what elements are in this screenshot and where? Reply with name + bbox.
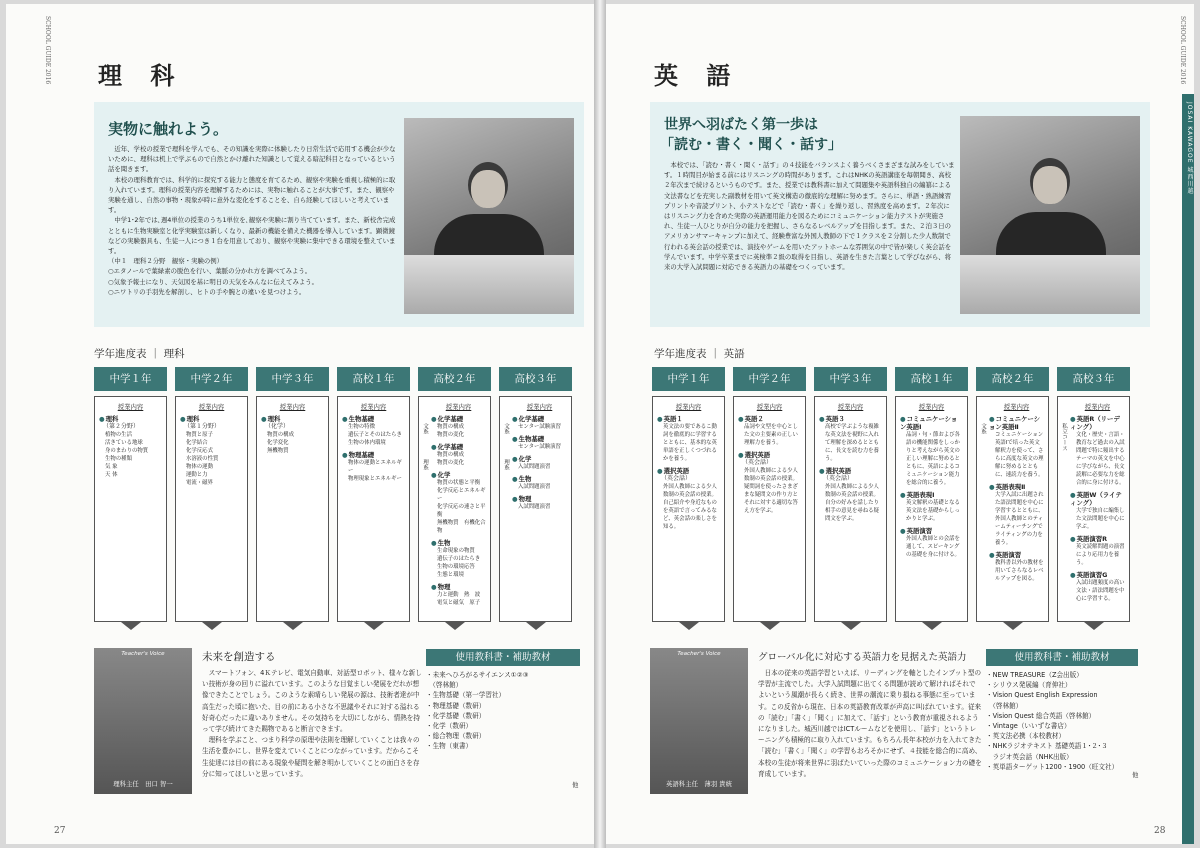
left-materials-title: 使用教科書・補助教材	[426, 649, 580, 666]
right-hero-title-1: 世界へ羽ばたく第一歩は	[664, 117, 818, 133]
right-grade-header-row	[652, 367, 1130, 391]
science-teacher-photo	[94, 648, 192, 794]
course-name: ● 英語表現Ⅱ	[989, 483, 1044, 491]
material-item: ・未来へひろがるサイエンス①②③	[426, 671, 529, 679]
voice-paragraph: スマートフォン、4Ｋテレビ、電気自動車、対話型ロボット、様々な新しい技術が身の回りに溢れています。このような目覚ましい発展をだれが想像できたことでしょう。このような素晴らしい発展の源は、技術者達が中高生だった頃に抱いた、目の前にある小さな不思議やそれに対する溢れる好奇心だったに違いありません。その気持ちを大切にしながら、情熱を持って学び続けてきた賜物であると断言できます。	[202, 669, 422, 734]
course-detail: 化学結合	[186, 440, 208, 446]
course-name: ● 英語表現Ⅰ	[900, 491, 963, 499]
course-detail: 大学で独自に編集した文法問題を中心に学ぶ。	[1076, 508, 1125, 530]
course-detail: 品詞や文型を中心とした文の主要素の正しい理解力を養う。	[744, 424, 798, 446]
course-detail: 運動と力	[186, 472, 208, 478]
course-name: ● 化学基礎	[512, 415, 567, 423]
course-detail: 水溶液の性質	[186, 456, 219, 462]
course-detail: 品詞・句・節および各語の機能関係をしっかりと考えながら英文の正しい理解に努めるとともに、英語によるコミュニケーション能力を総合的に養う。	[906, 432, 960, 486]
course-detail: 生物の種類	[105, 456, 132, 462]
grade-header: 高校１年	[895, 367, 968, 391]
course-detail: 物質の構成	[437, 452, 464, 458]
column-caption: 授業内容	[756, 403, 783, 411]
left-side-text: SCHOOL GUIDE 2016	[44, 16, 51, 85]
column-caption: 授業内容	[1003, 403, 1030, 411]
course-name: ● 選択英語	[657, 467, 720, 475]
column-caption: 授業内容	[279, 403, 306, 411]
column-caption: 授業内容	[198, 403, 225, 411]
grade-header: 高校３年	[499, 367, 572, 391]
material-item: ・NHKラジオテキスト 基礎英語１･２･３	[986, 742, 1108, 751]
material-item: ・英単語ターゲット1200・1900（旺文社）	[986, 762, 1119, 771]
course-detail: 天 体	[105, 472, 118, 478]
example-title: （中１ 理科２分野 観察・実験の例）	[108, 257, 224, 266]
course-name: ● 生物基礎	[512, 435, 567, 443]
book-spine	[594, 0, 606, 848]
grade-header: 中学１年	[94, 367, 167, 391]
course-name: ● 英語演習R	[1070, 535, 1125, 543]
grade-header: 中学３年	[814, 367, 887, 391]
column-arrow	[760, 622, 780, 630]
course-detail: 入試問題演習	[518, 464, 551, 470]
curriculum-column	[976, 396, 1049, 622]
column-arrow	[922, 622, 942, 630]
course-detail: 大学入試に出題された語法問題を中心に学習するとともに、外国人教師とのティームティーチングでライティングの力を養う。	[995, 492, 1044, 546]
course-name: ● 化学	[431, 471, 486, 479]
right-materials-etc: 他	[1132, 771, 1139, 779]
course-subtitle: （英会話）	[823, 475, 854, 482]
right-hero-paragraph: 本校では、「読む・書く・聞く・話す」の４技能をバランスよく養うべくさまざまな試みをしています。１時間目が始まる前にはリスニングの時間があります。これはNHKの英語講座を毎朝聞き、高校２年次まで続けるというものです。また、授業では教科書に加えて問題集や英語科独自の編纂による文法書などを充実した副教材を用いて英文構造の徹底的な理解に努めます。さらに、単語・熟語練習プリントや音読プリント、小テストなどで「読む・書く」を繰り返し、習熟度を高めます。２年次にはリスニング力を含めた実際の英語運用能力を図るためにコミュニケーション能力テストが実施され、生徒一人ひとりが自分の能力を把握し、さらなるレベルアップを目指します。また、２泊３日のアメリカンサマーキャンプに加えて、経験豊富な外国人教師の下で１クラスを２分割した少人数制で行われる英会話の授業では、演技やゲームを用いたアットホームな雰囲気の中で皆が楽しく英会話を学んでいます。中学卒業までに英検準２級の取得を目指し、英語を生きた言葉として学びながら、将来の大学入試問題に対応できる英語力の基礎をつくっています。	[664, 161, 955, 272]
grade-header: 高校２年	[976, 367, 1049, 391]
material-item: ・Vision Quest English Expression	[986, 691, 1098, 700]
course-name: ● 英語２	[738, 415, 801, 423]
course-subtitle: （化学）	[265, 423, 290, 430]
material-item: ・化学基礎（数研）	[426, 711, 486, 720]
left-hero-paragraph: 中学1･2年では､週4単位の授業のうち1単位を､観察や実験に割り当てています。また、新校舎完成とともに生物実験室と化学実験室は新しくなり、最新の機能を備えた機器を導入しています。顕微鏡などの実験器具も、生徒一人につき１台を用意しており、観察や実験に集中できる環境を整えています。	[108, 216, 396, 256]
course-detail: 生物の体内環境	[348, 440, 386, 446]
right-voice-body	[758, 668, 982, 780]
course-name: ● 理科	[99, 415, 162, 423]
grade-header: 高校３年	[1057, 367, 1130, 391]
course-detail: 物理現象とエネルギー	[348, 476, 402, 482]
left-voice-title: 未来を創造する	[202, 651, 276, 663]
course-detail: 力と運動 熱 波	[437, 592, 481, 598]
course-detail: 入試出題頻度の高い文法・語法問題を中心に学習する。	[1076, 580, 1125, 602]
course-name: ● 英語３	[819, 415, 882, 423]
course-name: ● 英語演習G	[1070, 571, 1125, 579]
track-label: 文系	[503, 423, 509, 435]
voice-teacher-name: 英語科主任 薄羽 貴統	[666, 780, 732, 788]
curriculum-column	[337, 396, 410, 622]
material-item: ・Vision Quest 総合英語（啓林館）	[986, 711, 1096, 720]
voice-paragraph: 日本の従来の英語学習といえば、リーディングを軸としたインプット型の学習が主流でした。大学入試問題に出てくる問題が読めて解ければそれでよいという風潮が長らく続き、世界の潮流に乗り損ねる事態に至っています。この反省から現在、日本の英語教育改革が声高に叫ばれています。従来の「読む」「書く」「聞く」に加えて、「話す」という教育が重視されるようになりました。城西川越ではICTルームなどを使用し､「話す」というトレーニングも積極的に取り入れています。もちろん長年本校が力を入れてきた「読む」「書く」「聞く」の学習もおろそかにせず、４技能を総合的に高め、本校の生徒が将来世界に羽ばたいていった際のコミュニケーション力の礎を育成しています。	[758, 669, 982, 778]
course-detail: 物質の構成	[437, 424, 464, 430]
left-materials-etc: 他	[572, 781, 579, 789]
right-materials-list	[986, 670, 1156, 772]
course-name: ● 英語１	[657, 415, 720, 423]
course-detail: センター試験演習	[518, 444, 561, 450]
course-name: ● 化学基礎	[431, 443, 486, 451]
left-subject-title: 理 科	[98, 61, 185, 90]
right-progress-title: 学年進度表 ｜ 英語	[654, 348, 745, 360]
material-item: ラジオ英会話（NHK出版）	[986, 752, 1073, 761]
left-page-number: 27	[54, 826, 66, 836]
course-detail: 無機物質	[267, 448, 289, 454]
course-name: ● 物理	[512, 495, 567, 503]
course-detail: 外国人教師による少人数制の英会話の授業。疑問詞を使ったさまざまな疑問文の作り方とそれに対する適切な答え方を学ぶ。	[744, 468, 798, 514]
course-name: ● 物理基礎	[342, 451, 405, 459]
course-detail: 英文読解問題の演習により応用力を養う。	[1076, 544, 1125, 566]
course-detail: 物質の構成	[267, 432, 294, 438]
column-caption: 授業内容	[918, 403, 945, 411]
course-name: ● コミュニケーション英語Ⅰ	[900, 415, 963, 431]
course-detail: 植物の生活	[105, 432, 132, 438]
course-detail: 電気と磁気 原子	[437, 600, 481, 606]
course-name: ● 化学基礎	[431, 415, 486, 423]
material-item: （啓林館）	[426, 681, 463, 690]
material-item: ・NEW TREASURE（Z会出版）	[986, 671, 1083, 679]
material-item: ・物理基礎（数研）	[426, 701, 486, 710]
curriculum-column	[814, 396, 887, 622]
course-detail: 気 象	[105, 464, 118, 470]
course-name: ● 物理	[431, 583, 486, 591]
curriculum-column	[895, 396, 968, 622]
right-page	[606, 4, 1194, 844]
column-caption: 授業内容	[445, 403, 472, 411]
course-detail: 無機物質 有機化合物	[437, 520, 486, 534]
course-detail: 化学反応式	[186, 448, 213, 454]
course-detail: 電流・磁界	[186, 480, 213, 486]
course-name: ● 生物	[512, 475, 567, 483]
grade-header: 中学２年	[175, 367, 248, 391]
course-name: ● 理科	[180, 415, 243, 423]
left-hero-body	[108, 144, 398, 297]
science-student-photo	[404, 118, 574, 314]
course-subtitle: （第２分野）	[103, 423, 140, 430]
left-hero-title: 実物に触れよう。	[108, 120, 229, 138]
course-detail: 入試問題演習	[518, 484, 551, 490]
course-name: ● 英語R（リーディング）	[1070, 415, 1125, 431]
course-detail: センター試験演習	[518, 424, 561, 430]
course-name: ● 選択英語	[819, 467, 882, 475]
track-label: 理系	[422, 459, 428, 471]
course-name: ● 生物	[431, 539, 486, 547]
right-page-number: 28	[1154, 826, 1166, 836]
column-caption: 授業内容	[526, 403, 553, 411]
course-name: ● 理科	[261, 415, 324, 423]
voice-paragraph: 理科を学ぶこと、つまり科学の原理や法則を理解していくことは我々の生活を豊かにし、世界を変えていくことにつながっています。だからこそ生徒達には目の前にある現象や疑問を解き明かしていくことの面白さを存分に知ってほしいと思っています。	[202, 736, 420, 778]
course-name: ● 英語演習	[989, 551, 1044, 559]
material-item: ・生物基礎（第一学習社）	[426, 691, 506, 700]
grade-header: 高校１年	[337, 367, 410, 391]
course-detail: 物体の運動とエネルギー	[348, 460, 402, 474]
course-detail: 高校で学ぶような複雑な英文法を視野に入れて理解を深めるとともに、長文を読む力を養う。	[825, 424, 879, 462]
course-detail: 外国人教師による少人数制の英会話の授業。自分の好みを話したり相手の意見を尋ねる疑問文を学ぶ。	[825, 484, 879, 522]
column-arrow	[283, 622, 303, 630]
course-detail: 物質の変化	[437, 460, 464, 466]
course-detail: 遺伝子のはたらき	[437, 556, 481, 562]
column-arrow	[445, 622, 465, 630]
column-arrow	[1003, 622, 1023, 630]
material-item: ・Vintage（いいずな書店）	[986, 722, 1071, 731]
curriculum-column	[94, 396, 167, 622]
left-hero-paragraph: 本校の理科教育では、科学的に探究する能力と態度を育てるため、観察や実験を重視し積極的に取り入れています。理科の授業内容を理解するためには、実物に触れることが大事です。また、観察や実験を通し、自然の事物・現象が時に意外な変化をすることを、自ら経験してほしいと考えています。	[108, 175, 396, 215]
course-detail: 教科書以外の教材を用いてさらなるレベルアップを図る。	[995, 560, 1044, 582]
course-detail: 英文解釈の基礎となる英文法を基礎からしっかりと学ぶ。	[906, 500, 960, 522]
material-item: ・総合物理（数研）	[426, 732, 486, 741]
left-hero-box	[94, 102, 584, 327]
right-voice-title: グローバル化に対応する英語力を見据えた英語力	[758, 652, 967, 663]
grade-header: 中学２年	[733, 367, 806, 391]
course-name: ● コミュニケーション英語Ⅱ	[989, 415, 1044, 431]
column-arrow	[364, 622, 384, 630]
track-label: 理系	[503, 459, 509, 471]
voice-teacher-name: 理科主任 田口 智一	[113, 780, 173, 788]
grade-header: 高校２年	[418, 367, 491, 391]
course-subtitle: （英会話）	[661, 475, 692, 482]
course-detail: 物質の変化	[437, 432, 464, 438]
course-detail: 活きている地球	[105, 440, 143, 446]
course-name: ● 化学	[512, 455, 567, 463]
course-detail: 英文法の要であるこ動詞を徹底的に学習するとともに、基本的な英単語を正しくつづれるかを養う。	[663, 424, 717, 462]
course-detail: 身のまわりの物質	[105, 448, 149, 454]
course-subtitle: （第１分野）	[184, 423, 221, 430]
voice-label: Teacher's Voice	[121, 651, 165, 657]
course-detail: コミュニケーション英語Ⅰで培った英文解釈力を使って、さらに高度な英文の理解に努めるとともに、速読力を養う。	[995, 432, 1044, 478]
course-name: ● 生物基礎	[342, 415, 405, 423]
left-curriculum-columns	[94, 396, 572, 622]
material-item: ・英文法必携（本校教材）	[986, 732, 1066, 741]
column-arrow	[202, 622, 222, 630]
track-label: 私立コース	[1061, 423, 1067, 451]
course-name: ● 選択英語	[738, 451, 801, 459]
right-curriculum-columns	[652, 396, 1130, 622]
right-edge-tab: JOSAI KAWAGOE 城西川越	[1182, 94, 1194, 844]
grade-header: 中学１年	[652, 367, 725, 391]
curriculum-column	[256, 396, 329, 622]
column-arrow	[679, 622, 699, 630]
course-name: ● 英語演習	[900, 527, 963, 535]
right-hero-title-2: 「読む・書く・聞く・話す」	[660, 137, 842, 153]
curriculum-column	[418, 396, 491, 622]
column-arrow	[1084, 622, 1104, 630]
curriculum-column	[733, 396, 806, 622]
curriculum-column	[652, 396, 725, 622]
curriculum-column	[1057, 396, 1130, 622]
course-name: ● 英語W（ライティング）	[1070, 491, 1125, 507]
course-detail: 生態と環境	[437, 572, 464, 578]
course-detail: 外国人教師による少人数制の英会話の授業。自己紹介や身近なものを英語で言ってみるなど、英会話の楽しさを知る。	[663, 484, 717, 530]
column-caption: 授業内容	[675, 403, 702, 411]
course-detail: 化学変化	[267, 440, 289, 446]
column-caption: 授業内容	[360, 403, 387, 411]
course-detail: 化学反応とエネルギー	[437, 488, 486, 502]
course-detail: 物体の運動	[186, 464, 213, 470]
right-hero-box	[650, 102, 1150, 327]
course-detail: 生物の環境応答	[437, 564, 475, 570]
right-subject-title: 英 語	[654, 61, 741, 90]
track-label: 文系	[422, 423, 428, 435]
course-detail: 外国人教師との会話を通して、スピーキングの基礎を身に付ける。	[906, 536, 960, 558]
example-item: ○ニワトリの手羽先を解剖し、ヒトの手や腕との違いを見つけよう。	[108, 287, 306, 296]
course-detail: 生物の特徴	[348, 424, 375, 430]
track-label: 文系	[980, 423, 986, 435]
curriculum-column	[175, 396, 248, 622]
right-hero-body	[664, 160, 956, 272]
left-hero-paragraph: 近年、学校の授業で理科を学んでも、その知識を実際に体験したり日常生活で応用する機会が少ないために、理科は机上で学ぶもので自然とかけ離れた知識として覚える暗記科目となっているという話を聞きます。	[108, 145, 396, 174]
course-subtitle: （英会話）	[742, 459, 773, 466]
left-progress-title: 学年進度表 ｜ 理科	[94, 348, 185, 360]
course-detail: 物質の状態と平衡	[437, 480, 481, 486]
grade-header: 中学３年	[256, 367, 329, 391]
material-item: ・シリウス発展編（育伸社）	[986, 681, 1072, 690]
left-grade-header-row	[94, 367, 572, 391]
column-caption: 授業内容	[117, 403, 144, 411]
course-detail: 文化・歴史・言語・教育など過去の入試問題で特に頻出するテーマの英文を中心に学びながら、長文読解に必要な力を総合的に身に付ける。	[1076, 432, 1125, 486]
course-detail: 入試問題演習	[518, 504, 551, 510]
material-item: ・生物（東書）	[426, 742, 473, 751]
example-item: ○気象予報士になり、天気図を基に明日の天気をみんなに伝えてみよう。	[108, 277, 319, 286]
voice-label: Teacher's Voice	[677, 651, 721, 657]
right-side-text: SCHOOL GUIDE 2016	[1179, 16, 1186, 85]
material-item: （啓林館）	[986, 701, 1023, 710]
course-detail: 物質と原子	[186, 432, 213, 438]
example-item: ○エタノールで葉緑素の脱色を行い、葉脈の分かれ方を調べてみよう。	[108, 267, 312, 276]
left-page	[6, 4, 594, 844]
column-caption: 授業内容	[837, 403, 864, 411]
english-teacher-photo	[650, 648, 748, 794]
column-arrow	[841, 622, 861, 630]
left-voice-body	[202, 668, 424, 780]
column-arrow	[526, 622, 546, 630]
column-caption: 授業内容	[1084, 403, 1111, 411]
column-arrow	[121, 622, 141, 630]
course-detail: 遺伝子とそのはたらき	[348, 432, 402, 438]
material-item: ・化学（数研）	[426, 722, 473, 731]
right-materials-title: 使用教科書・補助教材	[986, 649, 1138, 666]
course-detail: 生命現象の物質	[437, 548, 475, 554]
english-student-photo	[960, 116, 1140, 314]
curriculum-column	[499, 396, 572, 622]
course-detail: 化学反応の速さと平衡	[437, 504, 486, 518]
left-materials-list	[426, 670, 586, 752]
